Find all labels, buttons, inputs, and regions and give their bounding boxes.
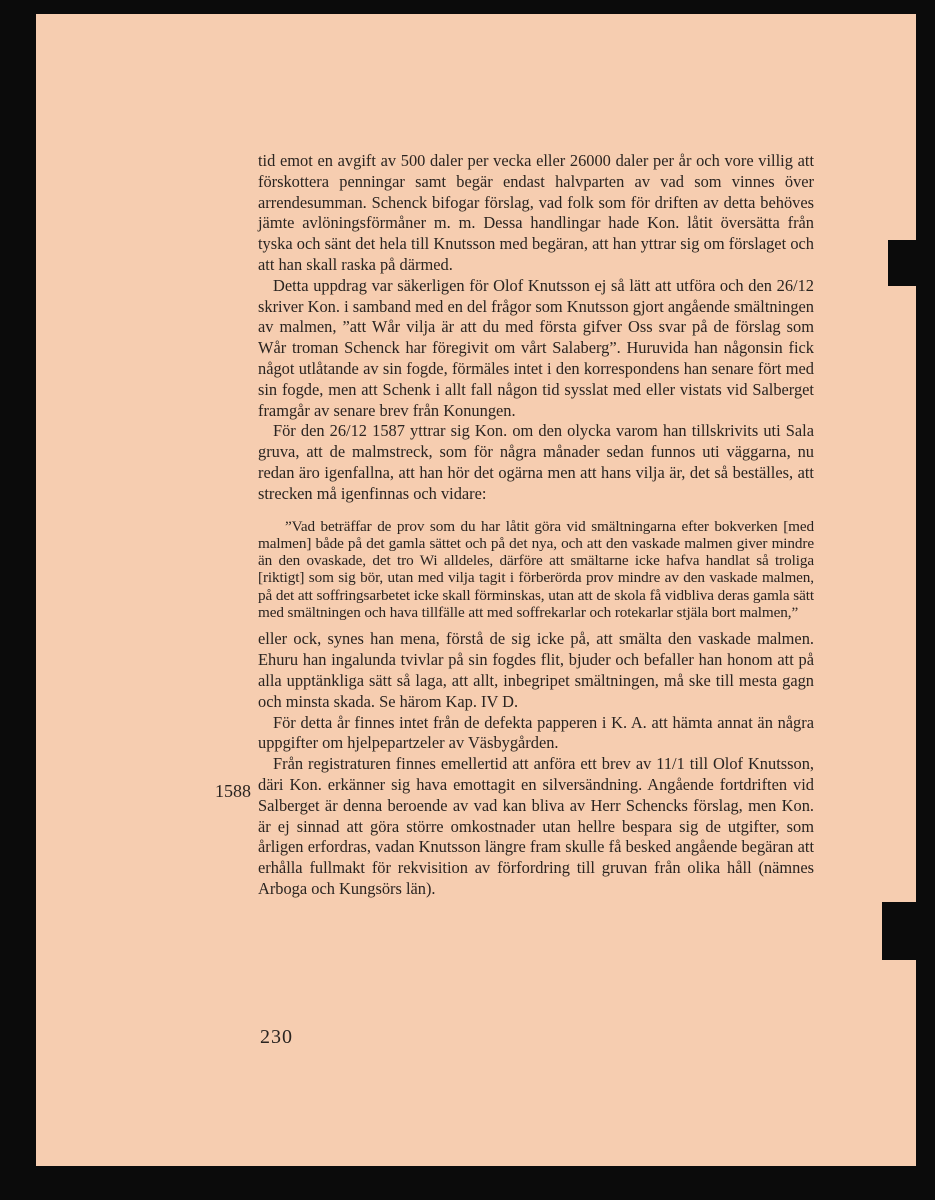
paragraph: tid emot en avgift av 500 daler per vecka eller 26000 daler per år och vore villig att förskottera penningar samt begär endast halvparten av vad som vinnes över arrendesumman. Schenck bifogar förslag, vad folk som för driften av detta behöves jämte avlöningsförmåner m. m. Dessa handlingar hade Kon. låtit översätta från tyska och sänt det hela till Knutsson med begäran, att han yttrar sig om förslaget och att han skall raska på därmed. xyxy=(258,151,814,274)
torn-edge-notch xyxy=(888,240,918,286)
paragraph: För detta år finnes intet från de defekta papperen i K. A. att hämta annat än några uppgifter om hjelpepartzeler av Väsbygården. xyxy=(258,712,814,753)
paragraph: För den 26/12 1587 yttrar sig Kon. om den olycka varom han tillskrivits uti Sala gruva, att de malmstreck, som för några månader sedan funnos uti väggarna, nu redan äro igenfallna, att han hör det ogärna men att hans vilja är, det så beställes, att strecken må igenfinnas och vidare: xyxy=(258,421,814,503)
quote-text: ”Vad beträffar de prov som du har låtit göra vid smältningarna efter bokverken [med malmen] både på det gamla sättet och på det nya, och att den vaskade malmen giver mindre än den ovaskade, det tro Wi alldeles, därföre att smältarne icke hafva handlat så troliga [riktigt] som sig bör, utan med vilja tagit i förberörda prov mindre av den vaskade malmen, på det att soffringsarbetet icke skall förminskas, utan att de skola få vidbliva deras gamla sätt med smältningen och hava tillfälle att med soffrekarlar och rotekarlar stjäla bort malmen,” xyxy=(258,517,814,622)
paragraph: Från registraturen finnes emellertid att anföra ett brev av 11/1 till Olof Knutsson, däri Kon. erkänner sig hava emottagit en silversändning. Angående fortdriften vid Salberget är denna beroende av vad kan bliva av Herr Schencks förslag, men Kon. är ej sinnad att göra större omkostnader utan hellre bespara sig de utgifter, som årligen erfordras, vadan Knutsson längre fram skulle få besked angående begäran att erhålla fullmakt för rekvisition av förfordring till gruvan från olika håll (nämnes Arboga och Kungsörs län). xyxy=(258,754,814,898)
paragraph: eller ock, synes han mena, förstå de sig icke på, att smälta den vaskade malmen. Ehuru han ingalunda tvivlar på sin fogdes flit, bjuder och befaller han honom att på alla upptänkliga sätt så laga, att allt, inbegripet smältningen, må ske till mesta gagn och minsta skada. Se härom Kap. IV D. xyxy=(258,629,814,711)
torn-edge-notch xyxy=(882,902,918,960)
margin-year: 1588 xyxy=(215,781,251,801)
text-column xyxy=(258,151,814,900)
page-number: 230 xyxy=(260,1026,293,1048)
paragraph: Detta uppdrag var säkerligen för Olof Knutsson ej så lätt att utföra och den 26/12 skriver Kon. i samband med en del frågor som Knutsson gjort angående smältningen av malmen, ”att Wår vilja är att du med första gifver Oss svar på de förslag som Wår troman Schenck har föregivit om vårt Salaberg”. Huruvida han någonsin fick något utlåtande av sin fogde, förmäles intet i den korrespondens han senare fört med sin fogde, men att Schenk i allt fall någon tid sysslat med eller vistats vid Salberget framgår av senare brev från Konungen. xyxy=(258,275,814,420)
block-quote xyxy=(258,518,814,622)
